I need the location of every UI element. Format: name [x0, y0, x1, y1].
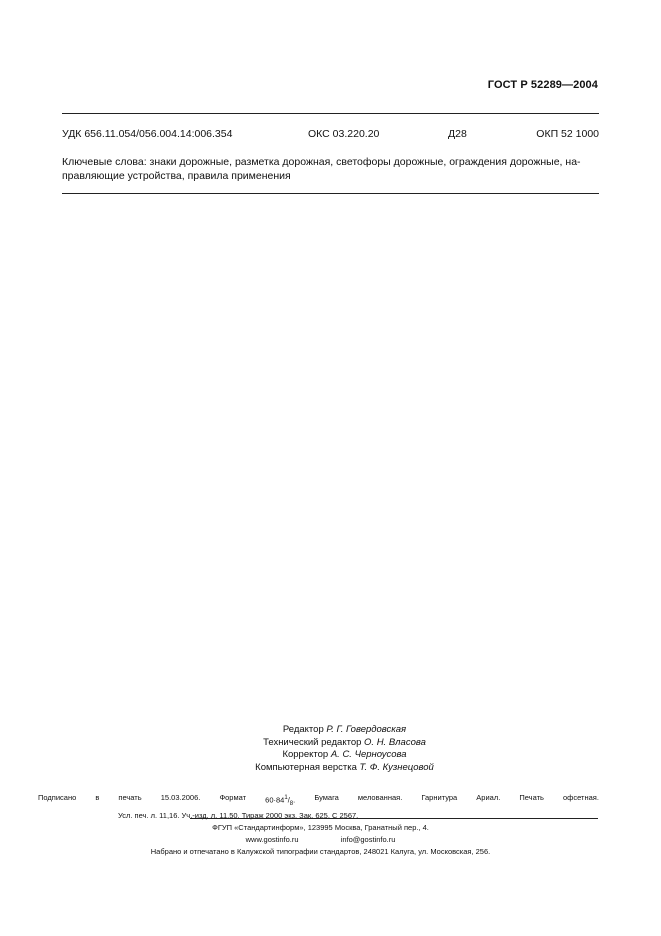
top-divider	[62, 113, 599, 114]
editor-name: Р. Г. Говердовская	[326, 724, 407, 735]
font-label: Гарнитура	[421, 793, 458, 802]
keywords-line-2: правляющие устройства, правила применения	[62, 170, 291, 182]
keywords-line-1: Ключевые слова: знаки дорожные, разметка дорожная, светофоры дорожные, ограждения дорожные, на-	[62, 156, 581, 168]
layout-row	[28, 762, 661, 775]
publisher-contacts	[40, 834, 601, 846]
keywords-divider	[62, 193, 599, 194]
editor-row	[28, 724, 661, 737]
layout-name: Т. Ф. Кузнецовой	[359, 761, 434, 773]
print-type-value: офсетная.	[563, 793, 599, 802]
signed-date: 15.03.2006.	[160, 793, 201, 802]
print-info-line-1	[38, 792, 599, 810]
d-code: Д28	[448, 128, 467, 140]
publisher-line-3: Набрано и отпечатано в Калужской типографии стандартов, 248021 Калуга, ул. Московская, 256.	[150, 847, 491, 856]
keywords-block	[62, 155, 599, 183]
oks-code: ОКС 03.220.20	[308, 128, 380, 140]
okp-code: ОКП 52 1000	[536, 128, 599, 140]
publisher-divider	[190, 818, 598, 819]
layout-label: Компьютерная верстка	[255, 761, 360, 773]
publisher-block	[40, 822, 601, 858]
signed-print: печать	[118, 793, 142, 802]
paper-label: Бумага	[314, 793, 339, 802]
print-type-label: Печать	[519, 793, 544, 802]
standard-number: ГОСТ Р 52289—2004	[487, 79, 598, 91]
font-value: Ариал.	[476, 793, 501, 802]
tech-editor-label: Технический редактор	[263, 736, 365, 748]
signed-label: Подписано	[38, 793, 77, 802]
corrector-row	[28, 749, 661, 762]
publisher-email: info@gostinfo.ru	[340, 835, 396, 844]
signed-b: в	[95, 793, 100, 802]
format-label: Формат	[219, 793, 247, 802]
print-info-line-2: Усл. печ. л. 11,16. Уч.-изд. л. 11,50. Тираж 2000 экз. Зак. 625. С 2567.	[118, 811, 359, 820]
publisher-line-1: ФГУП «Стандартинформ», 123995 Москва, Гранатный пер., 4.	[212, 823, 429, 832]
editor-label: Редактор	[282, 724, 327, 735]
corrector-label: Корректор	[282, 749, 331, 760]
tech-editor-row	[28, 737, 661, 750]
tech-editor-name: О. Н. Власова	[364, 736, 426, 748]
credits-block	[0, 724, 661, 774]
corrector-name: А. С. Черноусова	[330, 749, 407, 760]
udk-code: УДК 656.11.054/056.004.14:006.354	[62, 128, 233, 140]
publisher-website: www.gostinfo.ru	[245, 835, 299, 844]
format-value: $60\cdot 84^1/_8$.	[265, 795, 296, 807]
paper-type: мелованная.	[357, 793, 403, 802]
